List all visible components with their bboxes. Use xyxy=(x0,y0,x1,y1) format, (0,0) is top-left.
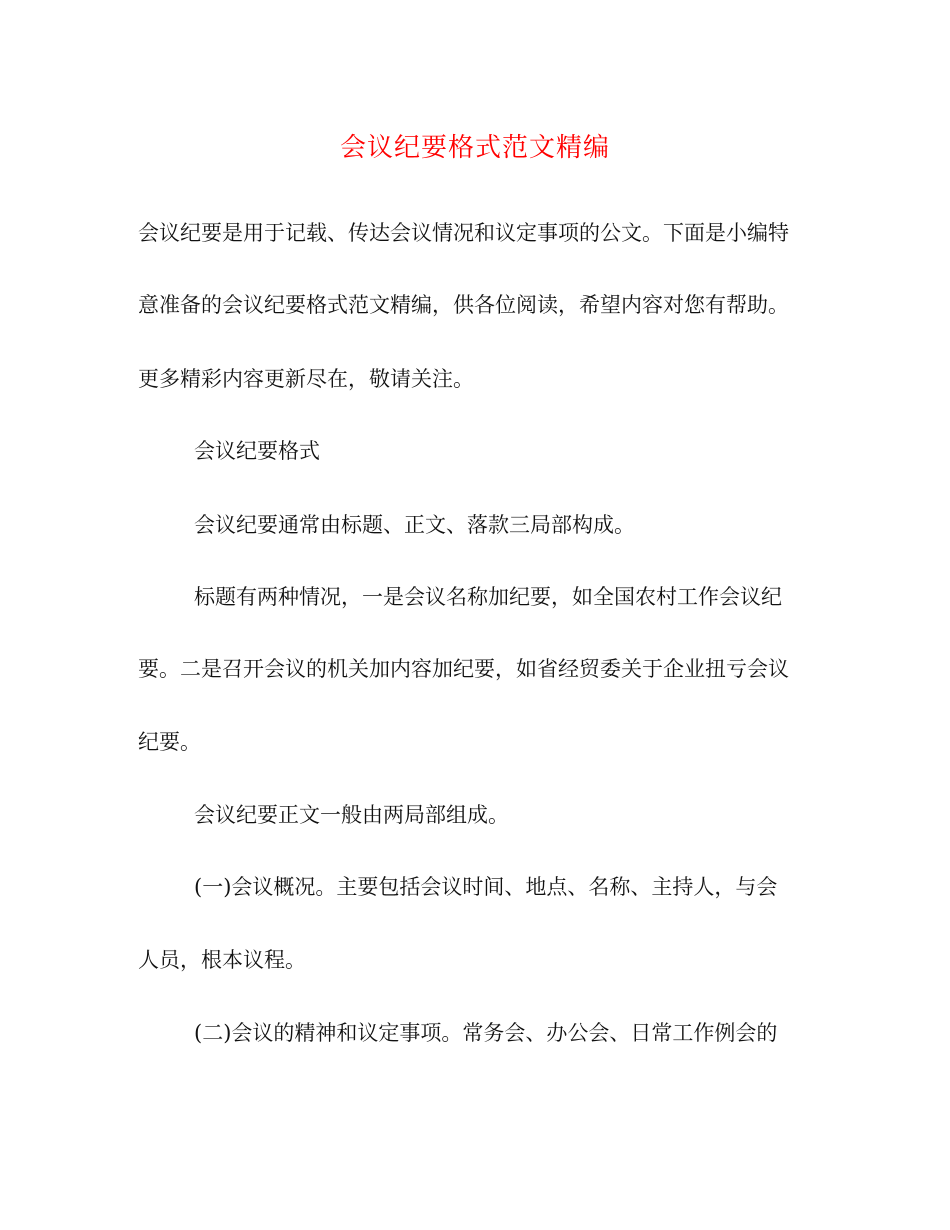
paragraph-line: 纪要。 xyxy=(138,730,201,754)
paragraph-line: 人员，根本议程。 xyxy=(138,948,306,972)
paragraph-line: 会议纪要正文一般由两局部组成。 xyxy=(194,803,509,827)
paragraph-line: 意准备的会议纪要格式范文精编，供各位阅读，希望内容对您有帮助。 xyxy=(138,293,789,317)
paragraph-line: 更多精彩内容更新尽在，敬请关注。 xyxy=(138,367,474,391)
document-title: 会议纪要格式范文精编 xyxy=(339,133,610,163)
paragraph-line: 会议纪要是用于记载、传达会议情况和议定事项的公文。下面是小编特 xyxy=(138,221,789,245)
section-heading: 会议纪要格式 xyxy=(194,439,320,463)
paragraph-line: (一)会议概况。主要包括会议时间、地点、名称、主持人，与会 xyxy=(194,875,778,899)
paragraph-line: 会议纪要通常由标题、正文、落款三局部构成。 xyxy=(194,513,635,537)
paragraph-line: 标题有两种情况，一是会议名称加纪要，如全国农村工作会议纪 xyxy=(194,585,782,609)
paragraph-line: 要。二是召开会议的机关加内容加纪要，如省经贸委关于企业扭亏会议 xyxy=(138,657,789,681)
paragraph-line: (二)会议的精神和议定事项。常务会、办公会、日常工作例会的 xyxy=(194,1021,778,1045)
